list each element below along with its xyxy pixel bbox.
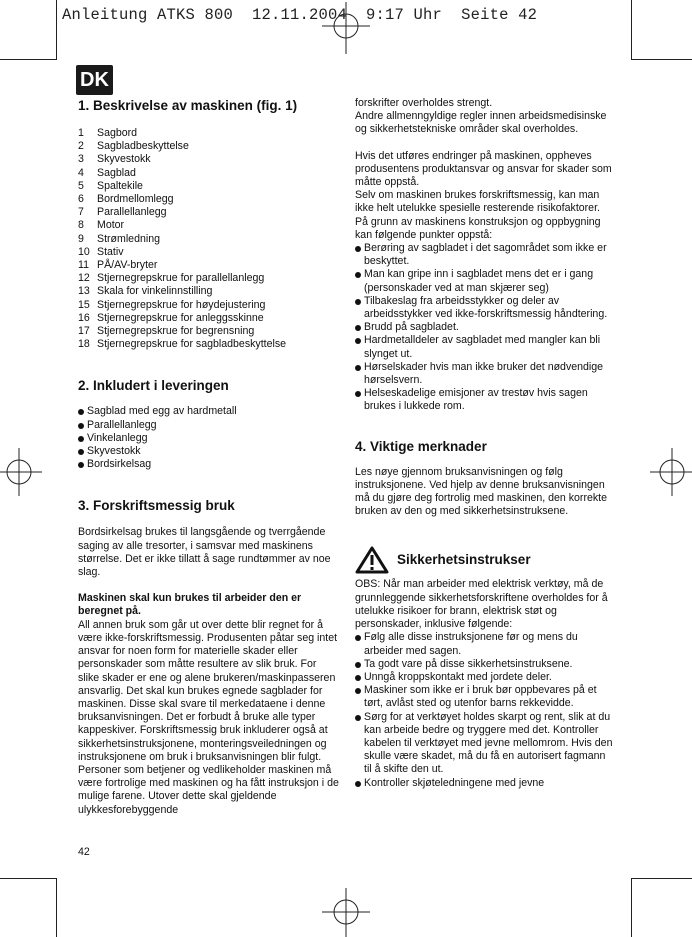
parts-item-number: 6 (78, 193, 84, 206)
safety-obs: OBS: Når man arbeider med elektrisk verktøy, må de grunnleggende sikkerhetsforskriftene overholdes for å utelukke risikoer for brann, elektrisk støt og personskader, inklusive følgende: (355, 578, 608, 631)
parts-list-item (78, 140, 340, 153)
safety-item: Følg alle disse instruksjonene før og mens du arbeider med sagen. (355, 631, 615, 657)
parts-item-number: 13 (78, 285, 90, 298)
delivery-item: Bordsirkelsag (78, 458, 340, 471)
parts-item-label: Sagbord (97, 127, 138, 139)
section-4-title: 4. Viktige merknader (355, 438, 487, 454)
risk-item: Brudd på sagbladet. (355, 321, 615, 334)
parts-list-item (78, 312, 340, 325)
parts-item-label: Parallellanlegg (97, 206, 167, 219)
registration-mark-left (0, 444, 44, 500)
language-badge: DK (76, 65, 113, 95)
parts-list-item (78, 338, 340, 351)
registration-mark-bottom (318, 884, 374, 937)
parts-list-item (78, 285, 340, 298)
parts-list-item (78, 246, 340, 259)
parts-list-item (78, 219, 340, 232)
safety-item: Unngå kroppskontakt med jordete deler. (355, 671, 615, 684)
section-3-cont4: Selv om maskinen brukes forskriftsmessig, kan man ikke helt utelukke spesielle resterende risikofaktorer. På grunn av maskinens konstruksjon og oppbygning kan følgende punkter oppstå: (355, 189, 601, 241)
risk-item: Man kan gripe inn i sagbladet mens det er i gang (personskader ved at man skjærer seg) (355, 268, 615, 294)
parts-list-item (78, 180, 340, 193)
risk-list (355, 242, 615, 414)
section-3-cont1: forskrifter overholdes strengt. (355, 97, 493, 109)
section-2-title: 2. Inkludert i leveringen (78, 378, 229, 394)
parts-item-label: Strømledning (97, 232, 160, 245)
parts-item-label: Bordmellomlegg (97, 193, 174, 206)
parts-list-item (78, 127, 340, 140)
parts-item-number: 8 (78, 219, 84, 232)
safety-heading (355, 546, 615, 574)
right-column (355, 97, 615, 790)
parts-list-item (78, 233, 340, 246)
parts-item-number: 17 (78, 325, 90, 338)
safety-item: Ta godt vare på disse sikkerhetsinstruksene. (355, 658, 615, 671)
section-3-cont3: Hvis det utføres endringer på maskinen, oppheves produsentens produktansvar og ansvar for skader som måtte oppstå. (355, 149, 612, 189)
parts-list-item (78, 193, 340, 206)
parts-list-item (78, 272, 340, 285)
parts-item-label: Skala for vinkelinnstilling (97, 285, 213, 298)
section-3-title: 3. Forskriftsmessig bruk (78, 498, 235, 514)
parts-item-number: 12 (78, 272, 90, 285)
safety-item: Maskiner som ikke er i bruk bør oppbevares på et tørt, avlåst sted og utenfor barns rekkevidde. (355, 684, 615, 710)
parts-item-label: Spaltekile (97, 179, 143, 192)
section-3-bold: Maskinen skal kun brukes til arbeider den er beregnet på. (78, 592, 302, 618)
parts-list-item (78, 299, 340, 312)
parts-item-label: Stjernegrepskrue for begrensning (97, 325, 255, 338)
left-column (78, 97, 340, 817)
safety-item: Sørg for at verktøyet holdes skarpt og rent, slik at du kan arbeide bedre og tryggere med det. Kontroller kabelen til verktøyet med jevne mellomrom. Hvis den skulle være skadet, må du få en autorisert fagmann til å skifte den ut. (355, 711, 615, 777)
parts-item-label: Stativ (97, 245, 124, 258)
parts-item-number: 16 (78, 311, 90, 324)
parts-list-item (78, 167, 340, 180)
section-3-cont2: Andre allmenngyldige regler innen arbeidsmedisinske og sikkerhetstekniske områder skal overholdes. (355, 110, 607, 136)
parts-list-item (78, 325, 340, 338)
safety-list (355, 631, 615, 789)
parts-item-label: PÅ/AV-bryter (97, 259, 158, 272)
parts-item-label: Stjernegrepskrue for sagbladbeskyttelse (97, 338, 287, 351)
risk-item: Hardmetalldeler av sagbladet med mangler kan bli slynget ut. (355, 334, 615, 360)
parts-item-number: 3 (78, 153, 84, 166)
parts-item-number: 18 (78, 338, 90, 351)
risk-item: Helseskadelige emisjoner av trestøv hvis sagen brukes i lukkede rom. (355, 387, 615, 413)
risk-item: Tilbakeslag fra arbeidsstykker og deler av arbeidsstykker ved ikke-forskriftsmessig håndtering. (355, 295, 615, 321)
delivery-item: Skyvestokk (78, 445, 340, 458)
registration-mark-right (648, 444, 692, 500)
parts-item-label: Stjernegrepskrue for parallellanlegg (97, 272, 265, 285)
risk-item: Hørselskader hvis man ikke bruker det nødvendige hørselsvern. (355, 361, 615, 387)
parts-list-item (78, 206, 340, 219)
parts-list-item (78, 259, 340, 272)
safety-item: Kontroller skjøteledningene med jevne (355, 777, 615, 790)
delivery-item: Sagblad med egg av hardmetall (78, 405, 340, 418)
section-3-intro: Bordsirkelsag brukes til langsgående og tverrgående saging av alle tresorter, i samsvar med maskinens størrelse. Det er ikke tillatt å sage rundtømmer av noe slag. (78, 526, 331, 579)
delivery-item: Parallellanlegg (78, 419, 340, 432)
parts-list-item (78, 153, 340, 166)
parts-item-number: 5 (78, 179, 84, 192)
parts-item-number: 9 (78, 232, 84, 245)
safety-title: Sikkerhetsinstrukser (397, 552, 531, 568)
page-number: 42 (78, 846, 90, 858)
warning-icon (355, 546, 389, 574)
risk-item: Berøring av sagbladet i det sagområdet som ikke er beskyttet. (355, 242, 615, 268)
parts-item-number: 11 (78, 259, 89, 272)
parts-item-number: 7 (78, 206, 84, 219)
parts-item-number: 4 (78, 166, 84, 179)
parts-item-label: Stjernegrepskrue for anleggsskinne (97, 311, 264, 324)
parts-item-label: Sagblad (97, 166, 136, 179)
parts-item-label: Sagbladbeskyttelse (97, 140, 189, 153)
parts-item-label: Skyvestokk (97, 153, 151, 166)
parts-item-number: 10 (78, 245, 90, 258)
parts-list (78, 127, 340, 351)
parts-item-number: 1 (78, 127, 84, 139)
parts-item-number: 15 (78, 298, 90, 311)
print-header: Anleitung ATKS 800 12.11.2004 9:17 Uhr Seite 42 (62, 6, 538, 24)
section-3-body: All annen bruk som går ut over dette blir regnet for å være ikke-forskriftsmessig. Produsenten påtar seg intet ansvar for noen form for materielle skader eller personskader som måtte resultere av slik bruk. For slike skader er ene og alene brukeren/maskinpasseren ansvarlig. Det skal kun brukes egnede sagblader for maskinen. Disse skal svare til merkedataene i denne bruksanvisningen. Det er forbudt å bruke alle typer kappeskiver. Forskriftsmessig bruk inkluderer også at sikkerhetsinstruksjonene, monteringsveiledningen og instruksjonene om bruk i bruksanvisningen blir fulgt. Personer som betjener og vedlikeholder maskinen må være fortrolige med maskinen og ha fått instruksjon i de mulige farene. Utover dette skal gjeldende ulykkesforebyggende (78, 618, 339, 816)
section-1-title: 1. Beskrivelse av maskinen (fig. 1) (78, 98, 298, 113)
parts-item-label: Motor (97, 219, 125, 232)
parts-item-number: 2 (78, 140, 84, 153)
parts-item-label: Stjernegrepskrue for høydejustering (97, 298, 266, 311)
section-4-text: Les nøye gjennom bruksanvisningen og følg instruksjonene. Ved hjelp av denne bruksanvisningen må du gjøre deg fortrolig med maskinen, den korrekte bruken av den og med sikkerhetsinstruksene. (355, 465, 608, 518)
delivery-list (78, 405, 340, 471)
delivery-item: Vinkelanlegg (78, 432, 340, 445)
